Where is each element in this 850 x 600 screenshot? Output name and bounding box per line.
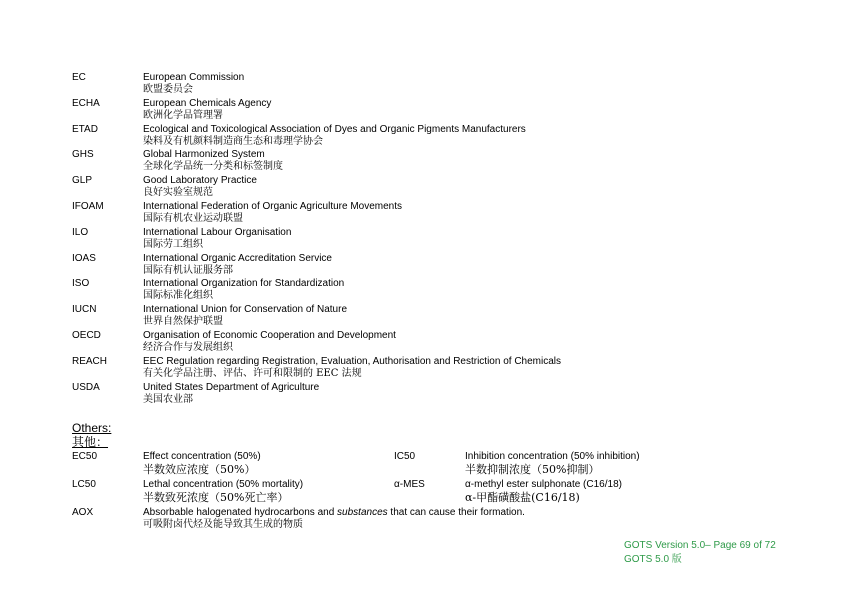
others-key-secondary: IC50 bbox=[394, 451, 416, 462]
abbreviation-definition bbox=[143, 381, 772, 406]
definition-en: International Labour Organisation bbox=[143, 226, 292, 238]
abbreviation-definition bbox=[143, 226, 772, 251]
abbreviation-definition bbox=[143, 329, 772, 354]
abbreviation-row bbox=[72, 123, 772, 149]
abbreviation-key: GLP bbox=[72, 175, 93, 187]
others-key: EC50 bbox=[72, 451, 98, 462]
others-heading-en: Others: bbox=[72, 421, 112, 435]
abbreviation-key: GHS bbox=[72, 149, 94, 161]
abbreviation-list bbox=[72, 71, 772, 406]
abbreviation-definition bbox=[143, 97, 772, 122]
abbreviation-row bbox=[72, 329, 772, 355]
abbreviation-row bbox=[72, 71, 772, 97]
others-definition bbox=[143, 450, 394, 477]
abbreviation-key: OECD bbox=[72, 329, 101, 341]
abbreviation-row bbox=[72, 252, 772, 278]
abbreviation-row bbox=[72, 355, 772, 381]
definition-zh: 世界自然保护联盟 bbox=[143, 316, 223, 328]
footer-version-line: GOTS Version 5.0– Page 69 of 72 bbox=[624, 540, 776, 551]
others-definition bbox=[143, 506, 772, 531]
definition-en: Lethal concentration (50% mortality) bbox=[143, 479, 304, 490]
abbreviation-row bbox=[72, 303, 772, 329]
abbreviation-definition bbox=[143, 148, 772, 173]
definition-en: Global Harmonized System bbox=[143, 149, 265, 161]
abbreviation-row bbox=[72, 148, 772, 174]
others-definition-secondary bbox=[465, 478, 772, 505]
definition-en-italic: substances bbox=[337, 507, 388, 518]
abbreviation-key: REACH bbox=[72, 355, 108, 367]
others-list bbox=[72, 450, 772, 534]
definition-zh: 全球化学品统一分类和标签制度 bbox=[143, 161, 283, 173]
abbreviation-key: ILO bbox=[72, 226, 89, 238]
others-key: AOX bbox=[72, 507, 94, 518]
abbreviation-definition bbox=[143, 174, 772, 199]
abbreviation-definition bbox=[143, 123, 772, 148]
definition-zh: 国际劳工组织 bbox=[143, 238, 203, 250]
definition-zh: 半数抑制浓度（50%抑制） bbox=[465, 463, 600, 476]
others-row bbox=[72, 450, 772, 478]
definition-zh: 经济合作与发展组织 bbox=[143, 341, 233, 353]
definition-zh: 国际有机认证服务部 bbox=[143, 264, 233, 276]
abbreviation-definition bbox=[143, 355, 772, 380]
definition-en: United States Department of Agriculture bbox=[143, 381, 320, 393]
definition-en bbox=[143, 506, 772, 519]
definition-zh: 染料及有机颜料制造商生态和毒理学协会 bbox=[143, 135, 323, 147]
definition-en-part: that can cause their formation. bbox=[387, 507, 525, 518]
definition-en: α-methyl ester sulphonate (C16/18) bbox=[465, 479, 622, 490]
definition-zh: 国际有机农业运动联盟 bbox=[143, 212, 243, 224]
definition-en: European Chemicals Agency bbox=[143, 97, 272, 109]
abbreviation-definition bbox=[143, 277, 772, 302]
abbreviation-key: ISO bbox=[72, 278, 90, 290]
abbreviation-row bbox=[72, 200, 772, 226]
definition-en: Effect concentration (50%) bbox=[143, 451, 261, 462]
abbreviation-definition bbox=[143, 71, 772, 96]
abbreviation-key: USDA bbox=[72, 381, 100, 393]
definition-en: EEC Regulation regarding Registration, Evaluation, Authorisation and Restriction of Chemicals bbox=[143, 355, 562, 367]
others-definition bbox=[143, 478, 394, 505]
definition-en: Inhibition concentration (50% inhibition) bbox=[465, 451, 640, 462]
definition-zh: 欧盟委员会 bbox=[143, 84, 193, 95]
abbreviation-key: IOAS bbox=[72, 252, 96, 264]
others-key: LC50 bbox=[72, 479, 96, 490]
definition-zh: 良好实验室规范 bbox=[143, 187, 213, 199]
definition-en: International Organization for Standardization bbox=[143, 278, 345, 290]
definition-en: Ecological and Toxicological Association of Dyes and Organic Pigments Manufacturers bbox=[143, 123, 526, 135]
abbreviation-row bbox=[72, 97, 772, 123]
definition-zh: 美国农业部 bbox=[143, 393, 193, 405]
abbreviation-key: IUCN bbox=[72, 304, 97, 316]
definition-zh: 有关化学品注册、评估、许可和限制的 EEC 法规 bbox=[143, 367, 362, 379]
abbreviation-key: EC bbox=[72, 72, 86, 83]
definition-en: International Organic Accreditation Service bbox=[143, 252, 332, 264]
definition-zh: 半数致死浓度（50%死亡率） bbox=[143, 491, 289, 504]
abbreviation-row bbox=[72, 174, 772, 200]
others-row bbox=[72, 506, 772, 534]
abbreviation-key: ETAD bbox=[72, 123, 98, 135]
definition-zh: 可吸附卤代烃及能导致其生成的物质 bbox=[143, 519, 303, 530]
footer-version-zh: GOTS 5.0 版 bbox=[624, 554, 682, 565]
abbreviation-key: ECHA bbox=[72, 97, 100, 109]
definition-en-part: Absorbable halogenated hydrocarbons and bbox=[143, 507, 338, 518]
abbreviation-row bbox=[72, 277, 772, 303]
abbreviation-row bbox=[72, 381, 772, 407]
definition-en: Good Laboratory Practice bbox=[143, 175, 257, 187]
abbreviation-definition bbox=[143, 200, 772, 225]
page-footer bbox=[624, 539, 776, 567]
definition-en: International Federation of Organic Agriculture Movements bbox=[143, 200, 403, 212]
definition-en: International Union for Conservation of Nature bbox=[143, 304, 348, 316]
abbreviation-definition bbox=[143, 252, 772, 277]
definition-zh: α-甲酯磺酸盐(C16/18) bbox=[465, 491, 580, 504]
definition-zh: 国际标准化组织 bbox=[143, 290, 213, 302]
definition-zh: 半数效应浓度（50%） bbox=[143, 463, 256, 476]
others-definition-secondary bbox=[465, 450, 772, 477]
others-row bbox=[72, 478, 772, 506]
definition-zh: 欧洲化学品管理署 bbox=[143, 109, 223, 121]
abbreviation-row bbox=[72, 226, 772, 252]
definition-en: Organisation of Economic Cooperation and Development bbox=[143, 329, 396, 341]
abbreviation-key: IFOAM bbox=[72, 200, 104, 212]
others-heading-zh: 其他： bbox=[72, 435, 109, 449]
others-key-secondary: α-MES bbox=[394, 479, 425, 490]
definition-en: European Commission bbox=[143, 72, 245, 83]
abbreviation-definition bbox=[143, 303, 772, 328]
others-heading bbox=[72, 421, 111, 449]
